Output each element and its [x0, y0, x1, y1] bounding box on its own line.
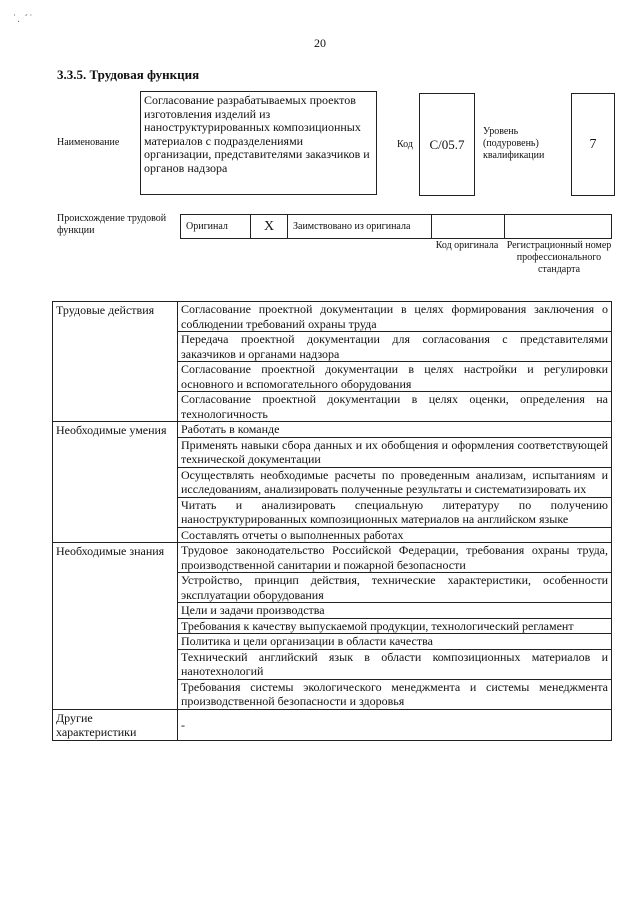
origin-borrowed-cell [287, 214, 431, 239]
origin-original-cell [180, 214, 250, 239]
table-cell-other-1: - [178, 709, 612, 740]
origin-original-label: Оригинал [186, 221, 228, 232]
table-cell-skill-2: Применять навыки сбора данных и их обобщения и оформления соответствующей технической документации [178, 437, 612, 467]
table-row [53, 709, 612, 740]
name-label: Наименование [57, 137, 120, 148]
section-header-other: Другие характеристики [53, 709, 178, 740]
origin-row [180, 214, 612, 239]
corner-marks: ˙. ´˙ [12, 14, 34, 25]
table-row [53, 302, 612, 332]
section-header-skills: Необходимые умения [53, 422, 178, 543]
code-original-caption: Код оригинала [435, 240, 499, 251]
origin-reg-number-cell [504, 214, 612, 239]
table-cell-skill-1: Работать в команде [178, 422, 612, 438]
origin-original-mark: X [263, 218, 275, 234]
section-title: 3.3.5. Трудовая функция [57, 67, 200, 82]
table-cell-knowledge-6: Технический английский язык в области композиционных материалов и нанотехнологий [178, 649, 612, 679]
origin-borrowed-label: Заимствовано из оригинала [293, 221, 411, 232]
table-row [53, 422, 612, 438]
table-cell-knowledge-5: Политика и цели организации в области качества [178, 634, 612, 650]
table-cell-knowledge-3: Цели и задачи производства [178, 603, 612, 619]
table-body [53, 302, 612, 741]
table-cell-skill-3: Осуществлять необходимые расчеты по проведенным анализам, испытаниям и исследованиям, анализировать полученные результаты и систематизировать их [178, 467, 612, 497]
function-name-box: Согласование разрабатываемых проектов изготовления изделий из наноструктурированных композиционных материалов с подразделениями организации, представителями заказчиков и органов надзора [140, 91, 377, 195]
level-label: Уровень (подуровень) квалификации [483, 126, 545, 161]
page-number: 20 [314, 36, 326, 50]
table-cell-action-4: Согласование проектной документации в целях оценки, определения на технологичность [178, 392, 612, 422]
table-cell-action-3: Согласование проектной документации в целях настройки и регулировки основного и вспомогательного оборудования [178, 362, 612, 392]
function-code-box: С/05.7 [419, 93, 475, 196]
table-cell-knowledge-4: Требования к качеству выпускаемой продукции, технологический регламент [178, 618, 612, 634]
reg-number-caption: Регистрационный номер профессионального стандарта [506, 240, 612, 275]
table-cell-action-1: Согласование проектной документации в целях формирования заключения о соблюдении требований охраны труда [178, 302, 612, 332]
table-cell-action-2: Передача проектной документации для согласования с представителями заказчиков и органами надзора [178, 332, 612, 362]
table-cell-skill-5: Составлять отчеты о выполненных работах [178, 527, 612, 543]
table-cell-skill-4: Читать и анализировать специальную литературу по получению наноструктурированных композиционных материалов на английском языке [178, 497, 612, 527]
table-row [53, 543, 612, 573]
origin-label: Происхождение трудовой функции [57, 213, 167, 236]
table-cell-knowledge-1: Трудовое законодательство Российской Федерации, требования охраны труда, производственной санитарии и пожарной безопасности [178, 543, 612, 573]
origin-mark-cell [250, 214, 287, 239]
qualification-level-box: 7 [571, 93, 615, 196]
table-cell-knowledge-2: Устройство, принцип действия, технические характеристики, особенности эксплуатации оборудования [178, 573, 612, 603]
section-header-knowledge: Необходимые знания [53, 543, 178, 710]
table-cell-knowledge-7: Требования системы экологического менеджмента и системы менеджмента производственной безопасности и здоровья [178, 679, 612, 709]
code-label: Код [397, 139, 413, 150]
section-header-actions: Трудовые действия [53, 302, 178, 422]
origin-code-cell [431, 214, 504, 239]
labor-function-table [52, 301, 612, 741]
